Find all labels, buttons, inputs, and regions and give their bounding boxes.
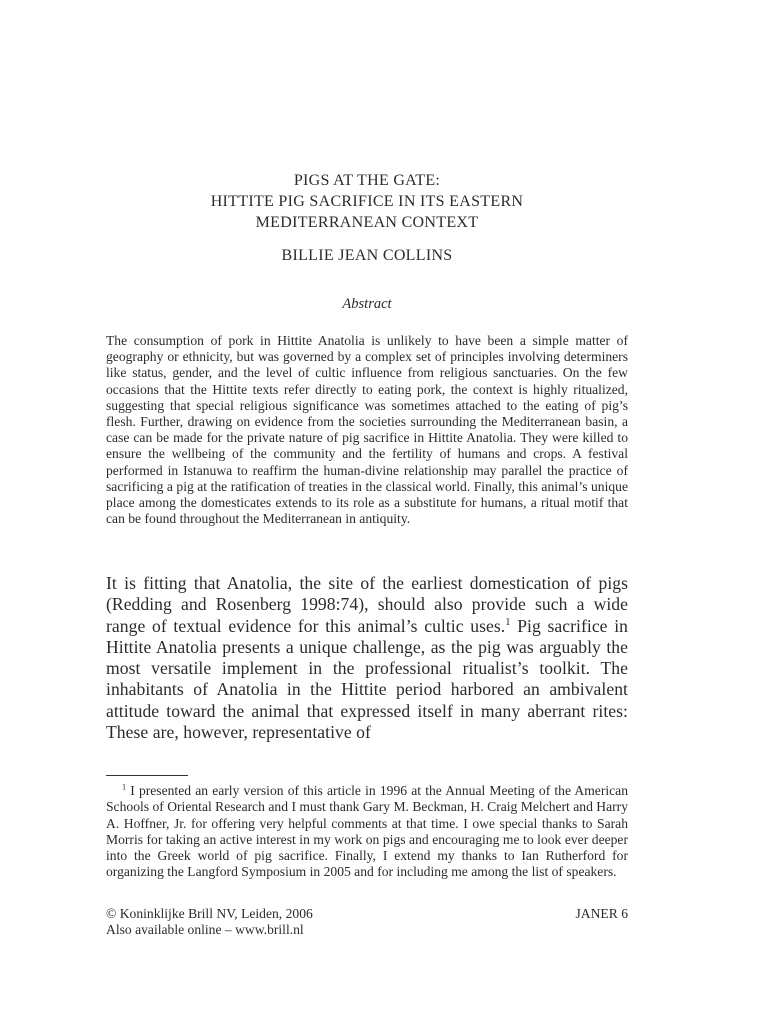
footnote-text: I presented an early version of this article in 1996 at the Annual Meeting of the American Schools of Oriental Research and I must thank Gary M. Beckman, H. Craig Melchert and Harry A. Hoffner, Jr. for offering very helpful comments at that time. I owe special thanks to Sarah Morris for taking an active interest in my work on pigs and encouraging me to look ever deeper into the Greek world of pig sacrifice. Finally, I extend my thanks to Ian Rutherford for organizing the Langford Symposium in 2005 and for including me among the list of speakers. bbox=[106, 783, 628, 880]
title-line-3: MEDITERRANEAN CONTEXT bbox=[255, 214, 479, 231]
title-line-2: HITTITE PIG SACRIFICE IN ITS EASTERN bbox=[210, 193, 524, 210]
body-paragraph bbox=[106, 573, 628, 743]
footnote-number: 1 bbox=[122, 782, 127, 792]
footnote-reference[interactable]: 1 bbox=[505, 616, 511, 628]
body-text-part-2: Pig sacrifice in Hittite Anatolia presents a unique challenge, as the pig was arguably the most versatile implement in the professional ritualist’s toolkit. The inhabitants of Anatolia in the Hittite period harbored an ambivalent attitude toward the animal that expressed itself in many aberrant rites: These are, however, representative of bbox=[106, 615, 628, 743]
article-author: BILLIE JEAN COLLINS bbox=[281, 247, 453, 264]
document-page bbox=[106, 0, 628, 1024]
footnote bbox=[106, 783, 628, 881]
journal-name: JANER 6 bbox=[575, 906, 628, 921]
footnote-divider bbox=[106, 775, 188, 776]
article-title bbox=[106, 170, 628, 233]
footer-publisher bbox=[106, 906, 486, 939]
abstract-heading: Abstract bbox=[342, 296, 392, 312]
copyright-notice: © Koninklijke Brill NV, Leiden, 2006 bbox=[106, 906, 313, 921]
abstract-text: The consumption of pork in Hittite Anatolia is unlikely to have been a simple matter of geography or ethnicity, but was governed by a complex set of principles involving determiners like status, gender, and the level of cultic influence from religious sanctuaries. On the few occasions that the Hittite texts refer directly to eating pork, the context is highly ritualized, suggesting that special religious significance was sometimes attached to the eating of pig’s flesh. Further, drawing on evidence from the societies surrounding the Mediterranean basin, a case can be made for the private nature of pig sacrifice in Hittite Anatolia. They were killed to ensure the wellbeing of the community and the fertility of humans and crops. A festival performed in Istanuwa to reaffirm the human-divine relationship may parallel the practice of sacrificing a pig at the ratification of treaties in the classical world. Finally, this animal’s unique place among the domesticates extends to its role as a substitute for humans, a ritual motif that can be found throughout the Mediterranean in antiquity. bbox=[106, 333, 628, 527]
title-line-1: PIGS AT THE GATE: bbox=[293, 172, 441, 189]
body-text-part-1: It is fitting that Anatolia, the site of the earliest domestication of pigs (Redding and Rosenberg 1998:74), should also provide such a wide range of textual evidence for this animal’s cultic uses. bbox=[106, 573, 628, 636]
online-availability: Also available online – www.brill.nl bbox=[106, 922, 304, 938]
